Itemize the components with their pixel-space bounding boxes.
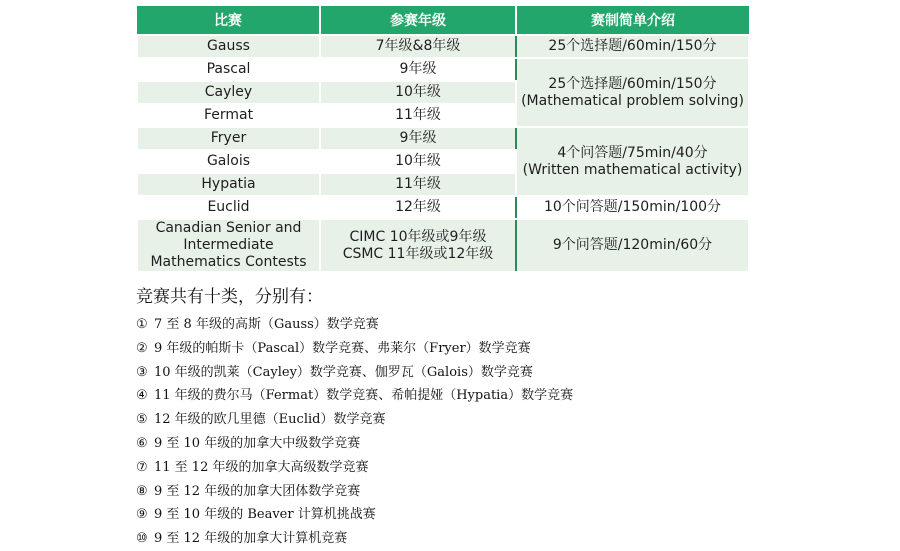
table-row — [137, 196, 749, 219]
item-text: 9 至 10 年级的加拿大中级数学竞赛 — [154, 435, 361, 451]
table-header-row — [137, 6, 749, 35]
table-row — [137, 35, 749, 58]
summary-heading: 竞赛共有十类，分别有： — [136, 287, 323, 307]
competition-name: Galois — [137, 150, 320, 173]
item-number: ⑤ — [136, 412, 148, 428]
competition-table-container — [136, 6, 748, 273]
competition-name: Fermat — [137, 104, 320, 127]
item-number: ⑥ — [136, 435, 148, 451]
list-item — [136, 456, 573, 480]
list-item — [136, 361, 573, 385]
item-text: 9 至 12 年级的加拿大团体数学竞赛 — [154, 483, 361, 499]
item-number: ⑧ — [136, 483, 148, 499]
competition-format: 25个选择题/60min/150分 — [516, 35, 749, 58]
competition-name: Euclid — [137, 196, 320, 219]
competition-grade: 10年级 — [320, 150, 516, 173]
header-format: 赛制简单介绍 — [516, 6, 749, 35]
competition-grade: 10年级 — [320, 81, 516, 104]
competition-name: Fryer — [137, 127, 320, 150]
format-text: 25个选择题/60min/150分 — [548, 75, 717, 92]
competition-name: Hypatia — [137, 173, 320, 196]
item-number: ③ — [136, 364, 148, 380]
item-text: 7 至 8 年级的高斯（Gauss）数学竞赛 — [154, 317, 379, 332]
competition-grade: 7年级&8年级 — [320, 35, 516, 58]
format-text: 4个问答题/75min/40分 — [557, 144, 708, 161]
competition-format: 10个问答题/150min/100分 — [516, 196, 749, 219]
competition-name: Cayley — [137, 81, 320, 104]
item-number: ⑩ — [136, 531, 148, 547]
competition-name: Canadian Senior and Intermediate Mathematics Contests — [137, 219, 320, 272]
competition-name: Gauss — [137, 35, 320, 58]
item-number: ⑨ — [136, 507, 148, 523]
summary-list — [136, 313, 573, 551]
header-grade: 参赛年级 — [320, 6, 516, 35]
competition-table — [136, 6, 750, 273]
list-item — [136, 337, 573, 361]
table-row — [137, 58, 749, 81]
table-row — [137, 127, 749, 150]
item-text: 9 至 12 年级的加拿大计算机竞赛 — [154, 531, 348, 547]
item-number: ② — [136, 340, 148, 356]
competition-format-group-1 — [516, 58, 749, 127]
header-competition: 比赛 — [137, 6, 320, 35]
competition-grade: 11年级 — [320, 173, 516, 196]
competition-summary — [136, 282, 573, 551]
item-text: 9 至 10 年级的 Beaver 计算机挑战赛 — [154, 507, 376, 523]
format-note: (Written mathematical activity) — [522, 161, 743, 178]
item-text: 12 年级的欧几里德（Euclid）数学竞赛 — [154, 412, 386, 428]
list-item — [136, 503, 573, 527]
competition-format-group-2 — [516, 127, 749, 196]
list-item — [136, 384, 573, 408]
grade-line: CIMC 10年级或9年级 — [349, 228, 487, 245]
list-item — [136, 408, 573, 432]
list-item — [136, 480, 573, 504]
competition-grade: 11年级 — [320, 104, 516, 127]
item-number: ⑦ — [136, 459, 148, 475]
list-item — [136, 313, 573, 337]
competition-grade: 9年级 — [320, 58, 516, 81]
table-row — [137, 219, 749, 272]
list-item — [136, 527, 573, 551]
format-note: (Mathematical problem solving) — [521, 92, 744, 109]
item-number: ④ — [136, 388, 148, 404]
item-number: ① — [136, 317, 148, 332]
item-text: 11 至 12 年级的加拿大高级数学竞赛 — [154, 459, 369, 475]
list-item — [136, 432, 573, 456]
competition-grade: 9年级 — [320, 127, 516, 150]
competition-grade — [320, 219, 516, 272]
grade-line: CSMC 11年级或12年级 — [342, 245, 494, 262]
competition-name: Pascal — [137, 58, 320, 81]
competition-format: 9个问答题/120min/60分 — [516, 219, 749, 272]
competition-grade: 12年级 — [320, 196, 516, 219]
item-text: 9 年级的帕斯卡（Pascal）数学竞赛、弗莱尔（Fryer）数学竞赛 — [154, 340, 531, 356]
item-text: 11 年级的费尔马（Fermat）数学竞赛、希帕提娅（Hypatia）数学竞赛 — [154, 388, 574, 404]
item-text: 10 年级的凯莱（Cayley）数学竞赛、伽罗瓦（Galois）数学竞赛 — [154, 364, 533, 380]
